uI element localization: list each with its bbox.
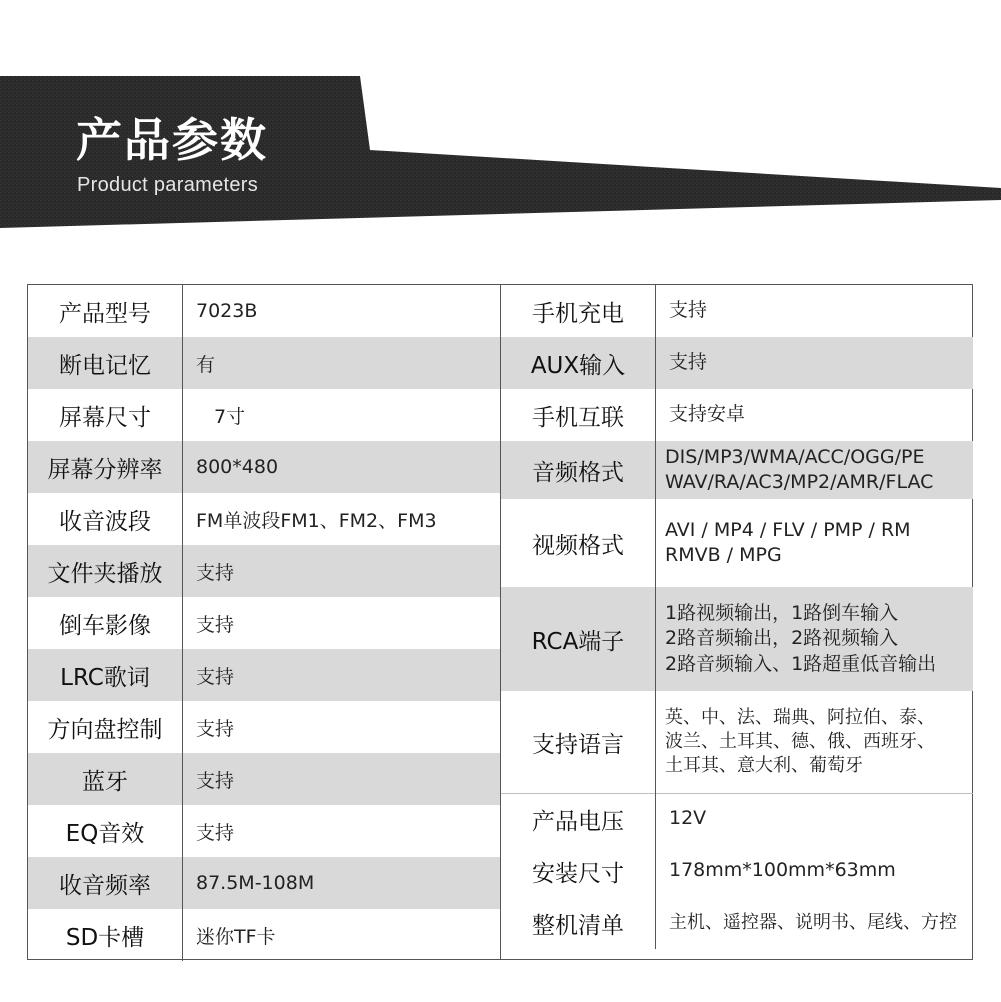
spec-value-line: 178mm*100mm*63mm [669,859,896,882]
header-banner [0,0,1001,240]
page-subtitle: Product parameters [77,174,259,196]
spec-value: 支持 [196,821,235,844]
spec-label: 文件夹播放 [28,545,183,597]
spec-value-line: 波兰、土耳其、德、俄、西班牙、 [665,731,935,753]
spec-row [28,857,500,909]
spec-value: 迷你TF卡 [196,925,276,948]
spec-label: AUX输入 [501,337,656,389]
spec-row [501,845,973,897]
spec-label: 音频格式 [501,441,656,499]
spec-label: 倒车影像 [28,597,183,649]
spec-row [501,337,973,389]
spec-label: 屏幕尺寸 [28,389,183,441]
spec-value-line: 2路音频输出，2路视频输入 [665,627,899,650]
spec-label: 手机互联 [501,389,656,441]
spec-label: 产品型号 [28,285,183,337]
spec-value: 支持 [196,561,235,584]
spec-value: 7023B [196,300,258,322]
spec-value [655,499,973,587]
spec-row [28,389,500,441]
spec-value: 支持 [196,717,235,740]
spec-row [501,499,973,587]
spec-label: 视频格式 [501,499,656,587]
spec-value: 87.5M-108M [196,872,315,894]
spec-value-line: DIS/MP3/WMA/ACC/OGG/PE [665,445,925,468]
spec-row [28,909,500,961]
spec-row [28,285,500,337]
spec-row [28,493,500,545]
spec-value-line: 12V [669,807,707,830]
spec-label: LRC歌词 [28,649,183,701]
spec-value-line: 主机、遥控器、说明书、尾线、方控 [669,912,957,934]
spec-value-line: 1路视频输出，1路倒车输入 [665,602,899,625]
spec-left-column [28,285,500,959]
spec-value-line: WAV/RA/AC3/MP2/AMR/FLAC [665,471,934,493]
spec-value-line: 2路音频输入、1路超重低音输出 [665,652,937,675]
spec-value: FM单波段FM1、FM2、FM3 [196,509,437,532]
spec-value [655,337,973,389]
spec-row [501,587,973,691]
spec-value: 7寸 [214,405,246,428]
spec-row [28,597,500,649]
spec-row [501,897,973,949]
spec-row [28,753,500,805]
spec-value-line: 支持安卓 [669,403,746,426]
spec-row [28,337,500,389]
spec-value-line: 英、中、法、瑞典、阿拉伯、泰、 [665,707,935,729]
spec-value: 有 [196,353,216,376]
spec-value [655,845,973,897]
spec-label: 安装尺寸 [501,845,656,897]
spec-value [655,587,973,691]
spec-label: 手机充电 [501,285,656,337]
spec-value [655,441,973,499]
spec-label: SD卡槽 [28,909,183,961]
spec-label: 收音波段 [28,493,183,545]
spec-row [501,285,973,337]
spec-value [655,285,973,337]
spec-row [28,805,500,857]
spec-row [28,441,500,493]
spec-label: 蓝牙 [28,753,183,805]
spec-value: 支持 [196,613,235,636]
spec-value-line: AVI / MP4 / FLV / PMP / RM [665,518,911,541]
spec-right-column [500,285,973,959]
spec-value-line: 支持 [669,299,708,322]
spec-label: 断电记忆 [28,337,183,389]
spec-label: 整机清单 [501,897,656,949]
spec-value-line: 支持 [669,351,708,374]
spec-row [28,701,500,753]
spec-row [501,793,973,845]
spec-value [655,897,973,949]
spec-value: 800*480 [196,456,279,478]
spec-row [501,441,973,499]
spec-value-line: 土耳其、意大利、葡萄牙 [665,754,863,776]
spec-value [655,389,973,441]
spec-value [655,691,973,793]
spec-row [28,545,500,597]
spec-label: 方向盘控制 [28,701,183,753]
spec-label: 屏幕分辨率 [28,441,183,493]
spec-label: RCA端子 [501,587,656,691]
spec-value-line: RMVB / MPG [665,544,782,566]
spec-value: 支持 [196,769,235,792]
page-title: 产品参数 [76,113,268,167]
spec-label: 收音频率 [28,857,183,909]
spec-table [27,284,973,960]
spec-label: EQ音效 [28,805,183,857]
spec-row [501,691,973,793]
spec-value [655,793,973,845]
spec-label: 支持语言 [501,691,656,793]
spec-row [28,649,500,701]
spec-label: 产品电压 [501,793,656,845]
spec-row [501,389,973,441]
spec-value: 支持 [196,665,235,688]
